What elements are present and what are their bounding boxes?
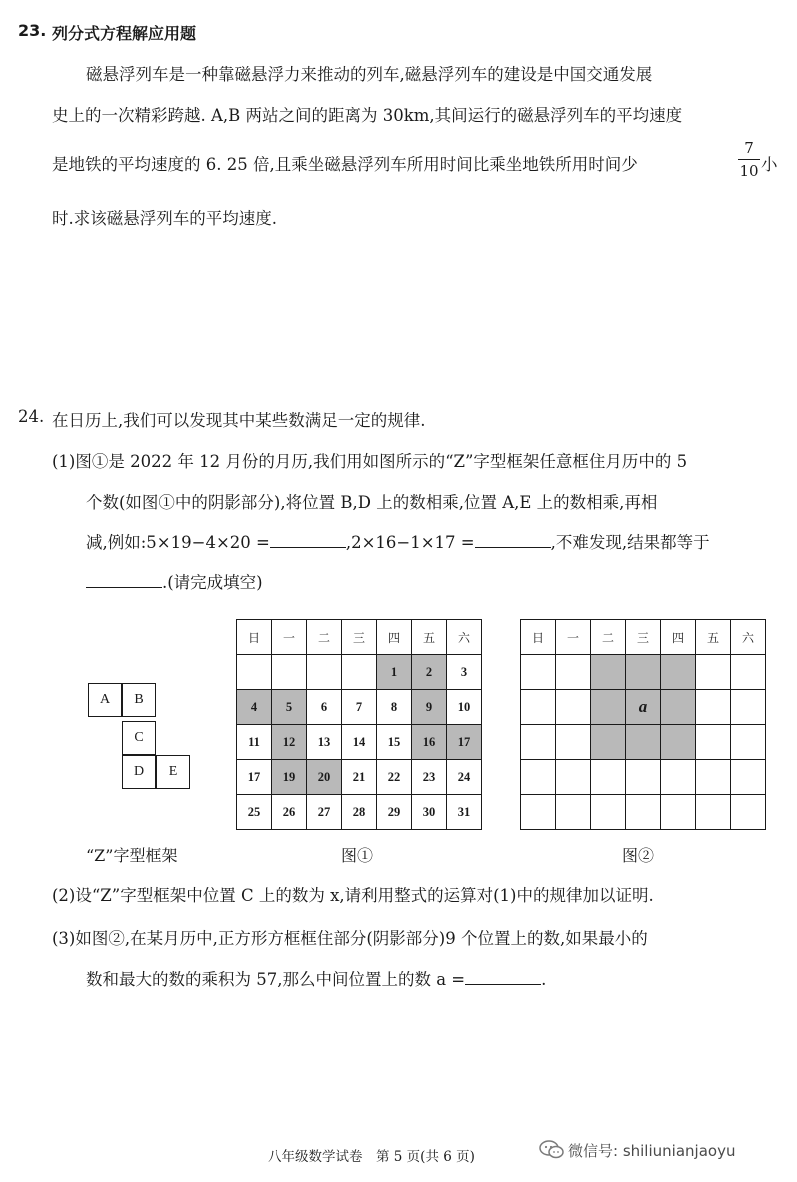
calendar-1-weekday-header: 五 [412, 620, 447, 655]
q23-line4: 时.求该磁悬浮列车的平均速度. [52, 209, 277, 228]
calendar-2-day-cell [661, 655, 696, 690]
calendar-1-weekday-header: 二 [307, 620, 342, 655]
calendar-1-day-cell: 24 [447, 760, 482, 795]
calendar-2-week-row [521, 795, 766, 830]
calendar-2-day-cell [521, 795, 556, 830]
calendar-1-day-cell: 11 [237, 725, 272, 760]
calendar-2-day-cell [626, 795, 661, 830]
calendar-2-weekday-header: 一 [556, 620, 591, 655]
q24-part1-expr3: ,不难发现,结果都等于 [550, 533, 710, 552]
q24-part1-expr2: ,2×16−1×17 = [345, 533, 475, 552]
calendar-1-day-cell [272, 655, 307, 690]
q24-part1-tail: .(请完成填空) [162, 573, 263, 592]
calendar-2-day-cell [661, 725, 696, 760]
calendar-2-week-row [521, 655, 766, 690]
calendar-1-week-row [237, 760, 482, 795]
calendar-1-day-cell: 21 [342, 760, 377, 795]
calendar-1-weekday-header: 四 [377, 620, 412, 655]
fraction-numerator: 7 [744, 139, 754, 157]
calendar-1-day-cell: 29 [377, 795, 412, 830]
calendar-1-day-cell: 13 [307, 725, 342, 760]
calendar-2-day-cell [731, 795, 766, 830]
answer-blank-1[interactable] [270, 533, 346, 548]
calendar-1-day-cell: 2 [412, 655, 447, 690]
calendar-1-day-cell: 16 [412, 725, 447, 760]
calendar-1-day-cell: 22 [377, 760, 412, 795]
fraction-bar [738, 159, 760, 160]
q23-title: 列分式方程解应用题 [52, 24, 197, 43]
calendar-2-weekday-header: 四 [661, 620, 696, 655]
calendar-2-day-cell [731, 690, 766, 725]
calendar-2-day-cell [556, 760, 591, 795]
q24-part3-text: 数和最大的数的乘积为 57,那么中间位置上的数 a = [86, 970, 466, 989]
calendar-2-weekday-header: 二 [591, 620, 626, 655]
q24-number: 24. [18, 407, 45, 426]
z-cell-b: B [122, 683, 156, 717]
q23-line2: 史上的一次精彩跨越. A,B 两站之间的距离为 30km,其间运行的磁悬浮列车的平均速度 [52, 106, 683, 125]
calendar-1-day-cell: 3 [447, 655, 482, 690]
q24-part2: (2)设“Z”字型框架中位置 C 上的数为 x,请利用整式的运算对(1)中的规律加以证明. [52, 886, 654, 905]
calendar-1-day-cell: 31 [447, 795, 482, 830]
calendar-1-week-row [237, 690, 482, 725]
calendar-1-day-cell: 1 [377, 655, 412, 690]
calendar-2-weekday-header: 三 [626, 620, 661, 655]
calendar-1-day-cell: 20 [307, 760, 342, 795]
q24-part1-line2: 个数(如图①中的阴影部分),将位置 B,D 上的数相乘,位置 A,E 上的数相乘,再相 [86, 493, 658, 512]
q23-line1: 磁悬浮列车是一种靠磁悬浮力来推动的列车,磁悬浮列车的建设是中国交通发展 [86, 65, 653, 84]
calendar-2-day-cell [521, 655, 556, 690]
calendar-1-week-row [237, 725, 482, 760]
calendar-2-day-cell [591, 655, 626, 690]
q24-part1-expr1: 减,例如:5×19−4×20 = [86, 533, 270, 552]
calendar-2-day-cell [521, 760, 556, 795]
calendar-1-day-cell: 17 [447, 725, 482, 760]
wechat-icon [538, 1139, 566, 1161]
q24-part1-line1: (1)图①是 2022 年 12 月份的月历,我们用如图所示的“Z”字型框架任意框住月历中的 5 [52, 452, 688, 471]
calendar-2-day-cell [661, 690, 696, 725]
calendar-2-day-cell [696, 760, 731, 795]
calendar-2-day-cell [521, 690, 556, 725]
calendar-2-day-cell [661, 760, 696, 795]
calendar-2-day-cell [696, 725, 731, 760]
calendar-1-day-cell: 25 [237, 795, 272, 830]
calendar-2-day-cell [556, 690, 591, 725]
calendar-1-week-row [237, 655, 482, 690]
z-frame-caption: “Z”字型框架 [86, 846, 178, 865]
calendar-1-day-cell: 26 [272, 795, 307, 830]
calendar-1-day-cell [237, 655, 272, 690]
q24-part1-line3 [86, 529, 710, 553]
calendar-2-day-cell [556, 795, 591, 830]
z-cell-a: A [88, 683, 122, 717]
calendar-2-week-row [521, 760, 766, 795]
calendar-1-day-cell: 8 [377, 690, 412, 725]
q24-part3-line2 [86, 966, 546, 990]
calendar-1-weekday-header: 日 [237, 620, 272, 655]
calendar-1-caption: 图① [341, 846, 374, 865]
calendar-1-day-cell: 27 [307, 795, 342, 830]
calendar-1-weekday-header: 三 [342, 620, 377, 655]
calendar-figure-1 [236, 619, 482, 830]
calendar-1-weekday-header: 一 [272, 620, 307, 655]
calendar-2-day-cell [696, 690, 731, 725]
calendar-2-day-cell [661, 795, 696, 830]
calendar-2-day-cell [696, 655, 731, 690]
calendar-1-day-cell: 6 [307, 690, 342, 725]
q23-line3: 是地铁的平均速度的 6. 25 倍,且乘坐磁悬浮列车所用时间比乘坐地铁所用时间少 [52, 155, 638, 174]
calendar-1-day-cell: 7 [342, 690, 377, 725]
calendar-1-day-cell: 15 [377, 725, 412, 760]
calendar-2-day-cell [696, 795, 731, 830]
calendar-1-day-cell: 4 [237, 690, 272, 725]
q24-intro: 在日历上,我们可以发现其中某些数满足一定的规律. [52, 411, 426, 430]
q24-part1-line4 [86, 569, 263, 593]
q24-part3-period: . [541, 970, 547, 989]
z-cell-c: C [122, 721, 156, 755]
calendar-2-day-cell [556, 725, 591, 760]
q23-line3-tail: 小 [761, 155, 778, 174]
calendar-2-day-cell [591, 725, 626, 760]
calendar-2-day-cell [731, 725, 766, 760]
calendar-1-day-cell: 28 [342, 795, 377, 830]
calendar-2-day-cell [731, 760, 766, 795]
page-footer: 八年级数学试卷 第 5 页(共 6 页) [268, 1149, 475, 1165]
calendar-1-day-cell: 17 [237, 760, 272, 795]
calendar-figure-2 [520, 619, 766, 830]
calendar-2-week-row [521, 725, 766, 760]
calendar-2-caption: 图② [622, 846, 655, 865]
calendar-1-week-row [237, 795, 482, 830]
calendar-2-day-cell [591, 690, 626, 725]
calendar-2-day-cell [521, 725, 556, 760]
calendar-2-day-cell [731, 655, 766, 690]
calendar-2-day-cell [626, 655, 661, 690]
calendar-2-weekday-header: 日 [521, 620, 556, 655]
calendar-2-weekday-header: 六 [731, 620, 766, 655]
answer-blank-2[interactable] [475, 533, 551, 548]
calendar-2-day-cell [591, 795, 626, 830]
z-cell-e: E [156, 755, 190, 789]
center-value-a: a [638, 697, 648, 716]
calendar-2-day-cell [626, 725, 661, 760]
calendar-2-day-cell [591, 760, 626, 795]
calendar-1-day-cell: 14 [342, 725, 377, 760]
calendar-2-week-row [521, 690, 766, 725]
calendar-1-day-cell: 9 [412, 690, 447, 725]
calendar-2-day-cell [556, 655, 591, 690]
calendar-1-day-cell: 10 [447, 690, 482, 725]
calendar-2-day-cell [626, 760, 661, 795]
calendar-2-weekday-header: 五 [696, 620, 731, 655]
calendar-1-weekday-header: 六 [447, 620, 482, 655]
calendar-1-day-cell [307, 655, 342, 690]
calendar-1-day-cell: 23 [412, 760, 447, 795]
answer-blank-3[interactable] [86, 573, 162, 588]
calendar-1-day-cell: 30 [412, 795, 447, 830]
z-cell-d: D [122, 755, 156, 789]
q24-part3-line1: (3)如图②,在某月历中,正方形方框框住部分(阴影部分)9 个位置上的数,如果最小的 [52, 929, 648, 948]
calendar-1-day-cell [342, 655, 377, 690]
calendar-2-day-cell [626, 690, 661, 725]
watermark-text: 微信号: shiliunianjaoyu [568, 1142, 736, 1160]
calendar-1-day-cell: 5 [272, 690, 307, 725]
calendar-1-day-cell: 12 [272, 725, 307, 760]
answer-blank-4[interactable] [465, 970, 541, 985]
q23-number: 23. [18, 21, 47, 40]
fraction-denominator: 10 [739, 162, 759, 180]
calendar-1-day-cell: 19 [272, 760, 307, 795]
